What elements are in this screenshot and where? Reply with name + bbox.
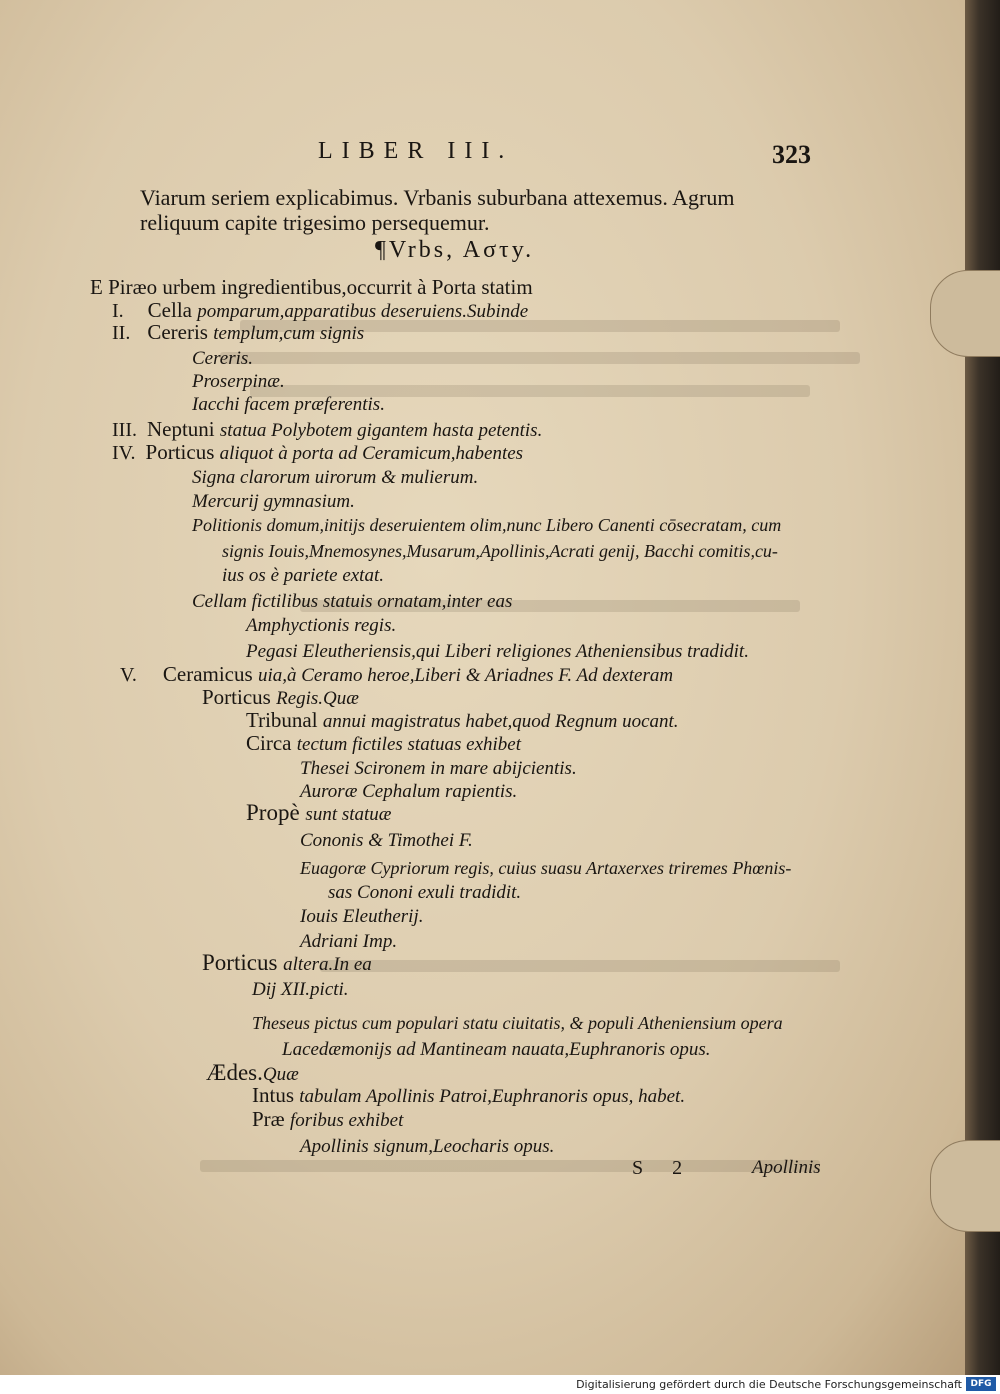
list-line: Adriani Imp. bbox=[300, 931, 398, 952]
dfg-logo: DFG bbox=[966, 1377, 996, 1391]
running-title: LIBER III. bbox=[318, 138, 514, 164]
list-line: Politionis domum,initijs deseruientem olim,nunc Libero Canenti cōsecratam, cum bbox=[192, 515, 782, 535]
list-line: Iacchi facem præferentis. bbox=[192, 394, 385, 415]
list-line: Proserpinæ. bbox=[192, 371, 285, 392]
list-line: Pegasi Eleutheriensis,qui Liberi religiones Atheniensibus tradidit. bbox=[246, 641, 749, 662]
list-line: Cereris. bbox=[192, 348, 254, 369]
digitization-credit: Digitalisierung gefördert durch die Deutsche Forschungsgemeinschaft bbox=[576, 1378, 962, 1391]
list-line: Signa clarorum uirorum & mulierum. bbox=[192, 467, 479, 488]
intro-line-2: reliquum capite trigesimo persequemur. bbox=[140, 210, 490, 235]
list-line: Ædes.Quæ bbox=[206, 1060, 299, 1085]
list-line: Cellam fictilibus statuis ornatam,inter eas bbox=[192, 591, 513, 612]
section-heading: ¶Vrbs, Aστy. bbox=[375, 237, 535, 263]
catchword: Apollinis bbox=[752, 1157, 821, 1178]
list-line: Circa tectum fictiles statuas exhibet bbox=[246, 731, 521, 755]
roman-numeral: IV. bbox=[112, 442, 136, 464]
roman-numeral: I. bbox=[112, 300, 124, 322]
list-line: Theseus pictus cum populari statu ciuitatis, & populi Atheniensium opera bbox=[252, 1013, 783, 1033]
list-line: sas Cononi exuli tradidit. bbox=[328, 882, 522, 903]
list-line: I. Cella pomparum,apparatibus deseruiens.Subinde bbox=[112, 298, 529, 322]
list-line: Porticus Regis.Quæ bbox=[202, 685, 359, 709]
list-line: Euagoræ Cypriorum regis, cuius suasu Artaxerxes triremes Phœnis- bbox=[300, 858, 792, 878]
list-line: Propè sunt statuæ bbox=[246, 800, 392, 825]
list-line: Mercurij gymnasium. bbox=[192, 491, 355, 512]
list-line: E Piræo urbem ingredientibus,occurrit à Porta statim bbox=[90, 275, 533, 299]
list-line: Intus tabulam Apollinis Patroi,Euphranoris opus, habet. bbox=[252, 1083, 686, 1107]
list-line: Apollinis signum,Leocharis opus. bbox=[300, 1136, 555, 1157]
list-line: II. Cereris templum,cum signis bbox=[112, 320, 365, 344]
list-line: III. Neptuni statua Polybotem gigantem hasta petentis. bbox=[112, 417, 543, 441]
roman-numeral: V. bbox=[120, 664, 137, 686]
list-line: Præ foribus exhibet bbox=[252, 1107, 404, 1131]
list-line: Iouis Eleutherij. bbox=[300, 906, 424, 927]
list-line: Thesei Scironem in mare abijcientis. bbox=[300, 758, 577, 779]
list-line: signis Iouis,Mnemosynes,Musarum,Apollinis,Acrati genij, Bacchi comitis,cu- bbox=[222, 541, 778, 561]
list-line: Lacedæmonijs ad Mantineam nauata,Euphranoris opus. bbox=[282, 1039, 711, 1060]
roman-numeral: III. bbox=[112, 419, 137, 441]
list-line: V. Ceramicus uia,à Ceramo heroe,Liberi & Ariadnes F. Ad dexteram bbox=[120, 662, 674, 686]
page-tab-bottom bbox=[930, 1140, 1000, 1232]
roman-numeral: II. bbox=[112, 322, 131, 344]
list-line: IV. Porticus aliquot à porta ad Ceramicum,habentes bbox=[112, 440, 524, 464]
intro-line-1: Viarum seriem explicabimus. Vrbanis suburbana attexemus. Agrum bbox=[140, 185, 735, 210]
signature-mark: S 2 bbox=[632, 1157, 695, 1179]
page-number: 323 bbox=[772, 140, 811, 169]
list-line: Porticus altera.In ea bbox=[202, 950, 372, 975]
list-line: Cononis & Timothei F. bbox=[300, 830, 473, 851]
list-line: ius os è pariete extat. bbox=[222, 565, 384, 586]
list-line: Amphyctionis regis. bbox=[246, 615, 397, 636]
list-line: Auroræ Cephalum rapientis. bbox=[300, 781, 518, 802]
list-line: Tribunal annui magistratus habet,quod Regnum uocant. bbox=[246, 708, 679, 732]
list-line: Dij XII.picti. bbox=[252, 979, 349, 1000]
page-tab-top bbox=[930, 270, 1000, 357]
